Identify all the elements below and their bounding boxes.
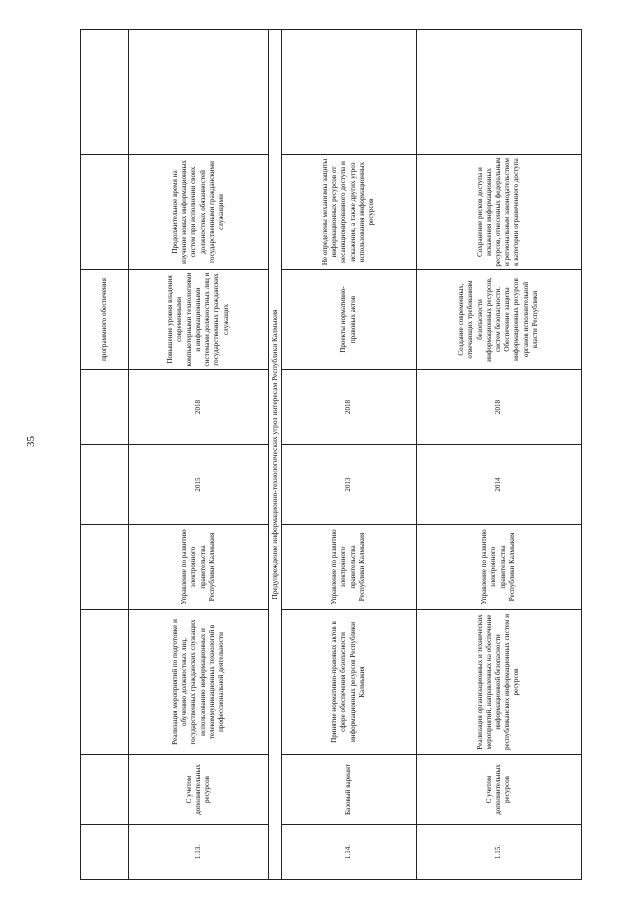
cell-empty <box>81 755 129 825</box>
cell-variant: Базовый вариант <box>281 755 416 825</box>
table-row <box>281 30 416 880</box>
table-row <box>129 30 269 880</box>
cell-result: Проекты нормативно-правовых актов <box>281 270 416 370</box>
table-row <box>416 30 581 880</box>
cell-extra <box>129 30 269 155</box>
cell-variant: С учетом дополнительных ресурсов <box>416 755 581 825</box>
cell-event: Принятие нормативно-правовых актов в сфере обеспечения безопасности информационных ресурсов Республики Калмыкия <box>281 610 416 755</box>
table-row-continuation <box>81 30 129 880</box>
rotated-table-wrapper <box>80 30 580 880</box>
cell-empty <box>81 370 129 445</box>
cell-end-year: 2018 <box>416 370 581 445</box>
cell-empty <box>81 445 129 525</box>
section-title: Предупреждение информационно-технологических угроз интересам Республики Калмыкия <box>269 30 282 880</box>
cell-number: 1.14. <box>281 825 416 880</box>
cell-end-year: 2018 <box>281 370 416 445</box>
cell-executor: Управление по развитию электронного правительства Республики Калмыкия <box>129 525 269 610</box>
cell-empty <box>81 155 129 270</box>
cell-event: Реализация мероприятий по подготовке и обучению должностных лиц, государственных гражданских служащих использованию информационных и телекоммуникационных технологий в профессиональной деятельности <box>129 610 269 755</box>
cell-number: 1.15. <box>416 825 581 880</box>
cell-result: Создание современных, отвечающих требованиям безопасности информационных ресурсов, систем безопасности. Обеспечение защиты информационных ресурсов органов исполнительной власти Республики <box>416 270 581 370</box>
cell-start-year: 2013 <box>281 445 416 525</box>
cell-empty <box>81 610 129 755</box>
cell-empty <box>81 825 129 880</box>
cell-executor: Управление по развитию электронного правительства Республики Калмыкия <box>281 525 416 610</box>
cell-risks: Сохранение рисков доступа и искажения информационных ресурсов, отнесенных федеральным и региональным законодательством к категории ограниченного доступа <box>416 155 581 270</box>
cell-risks: Не определены механизмы защиты информационных ресурсов от несанкционированного доступа и искажения, а также других угроз использования информационных ресурсов <box>281 155 416 270</box>
cell-empty <box>81 30 129 155</box>
cell-empty <box>81 525 129 610</box>
cell-number: 1.13. <box>129 825 269 880</box>
cell-variant: С учетом дополнительных ресурсов <box>129 755 269 825</box>
cell-end-year: 2018 <box>129 370 269 445</box>
action-plan-table <box>80 29 582 880</box>
section-heading-row <box>269 30 282 880</box>
cell-result: Повышение уровня владения современными компьютерными технологиями и информационными системами должностных лиц и государственных гражданских служащих <box>129 270 269 370</box>
cell-start-year: 2014 <box>416 445 581 525</box>
cell-start-year: 2015 <box>129 445 269 525</box>
cell-risks: Продолжительное время на изучение новых информационных систем при исполнении своих должностных обязанностей государственными гражданскими служащими <box>129 155 269 270</box>
page-number: 35 <box>25 436 37 447</box>
cell-extra <box>281 30 416 155</box>
cell-result-continued: программного обеспечения <box>81 270 129 370</box>
cell-extra <box>416 30 581 155</box>
cell-executor: Управление по развитию электронного правительства Республики Калмыкия <box>416 525 581 610</box>
cell-event: Реализация организационных и технических мероприятий, направленных на обеспечение информационной безопасности республиканских информационных систем и ресурсов <box>416 610 581 755</box>
